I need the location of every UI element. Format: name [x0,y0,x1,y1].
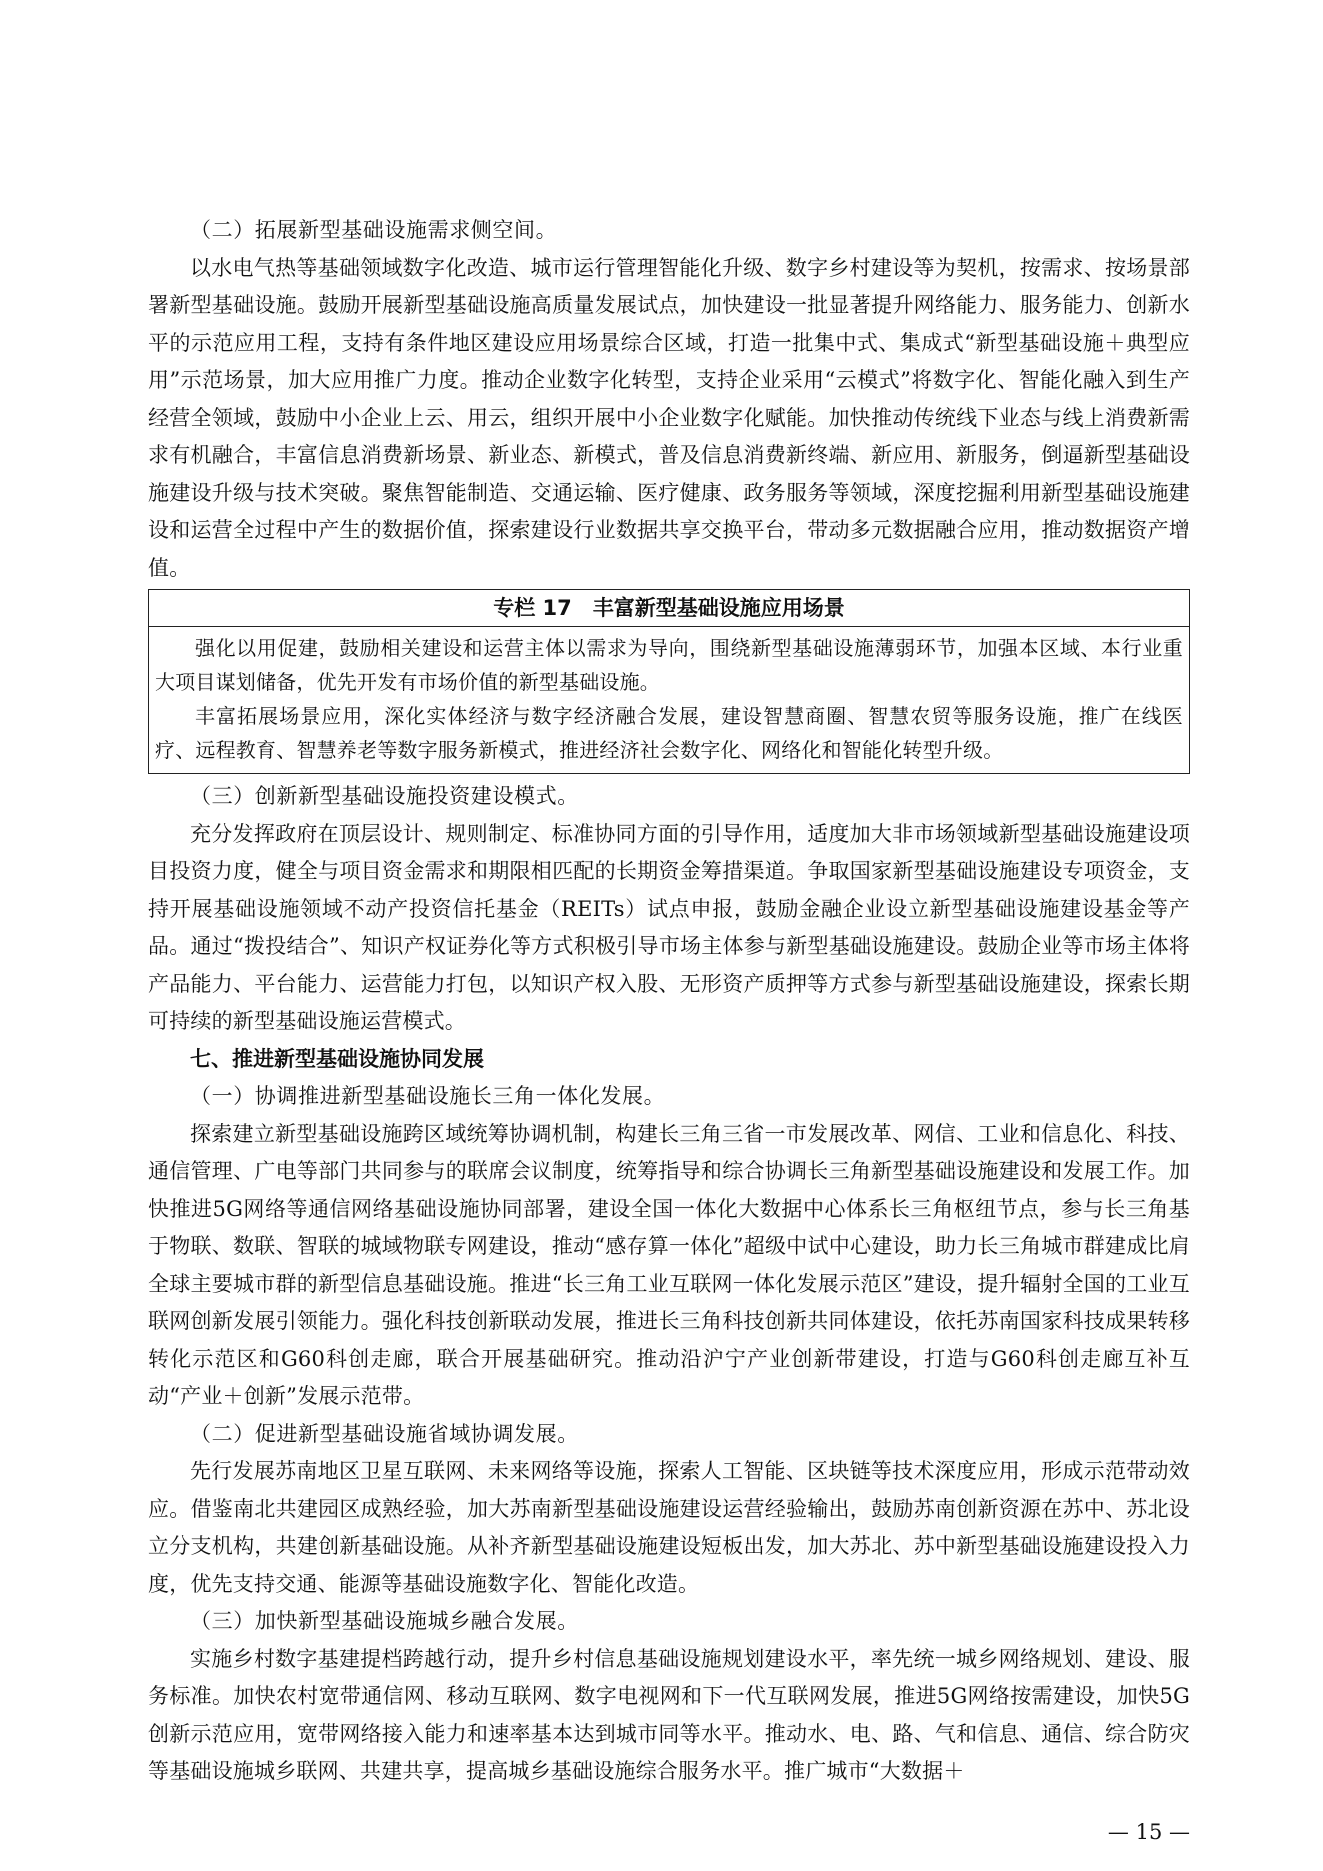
subheading: （一）协调推进新型基础设施长三角一体化发展。 [190,1084,666,1108]
paragraph: 充分发挥政府在顶层设计、规则制定、标准协同方面的引导作用，适度加大非市场领域新型基础设施建设项目投资力度，健全与项目资金需求和期限相匹配的长期资金筹措渠道。争取国家新型基础设施建设专项资金，支持开展基础设施领域不动产投资信托基金（REITs）试点申报，鼓励金融企业设立新型基础设施建设基金等产品。通过“拨投结合”、知识产权证券化等方式积极引导市场主体参与新型基础设施建设。鼓励企业等市场主体将产品能力、平台能力、运营能力打包，以知识产权入股、无形资产质押等方式参与新型基础设施建设，探索长期可持续的新型基础设施运营模式。 [148,821,1190,1033]
section-title: 七、推进新型基础设施协同发展 [190,1046,484,1071]
subheading: （二）促进新型基础设施省域协调发展。 [190,1421,579,1446]
subheading: （三）加快新型基础设施城乡融合发展。 [190,1609,579,1633]
column-box [148,589,1190,774]
column-box-body [149,627,1189,773]
subheading: （二）拓展新型基础设施需求侧空间。 [190,218,558,242]
paragraph: 探索建立新型基础设施跨区域统筹协调机制，构建长三角三省一市发展改革、网信、工业和信息化、科技、通信管理、广电等部门共同参与的联席会议制度，统筹指导和综合协调长三角新型基础设施建设和发展工作。加快推进5G网络等通信网络基础设施协同部署，建设全国一体化大数据中心体系长三角枢纽节点，参与长三角基于物联、数联、智联的城域物联专网建设，推动“感存算一体化”超级中试中心建设，助力长三角城市群建成比肩全球主要城市群的新型信息基础设施。推进“长三角工业互联网一体化发展示范区”建设，提升辐射全国的工业互联网创新发展引领能力。强化科技创新联动发展，推进长三角科技创新共同体建设，依托苏南国家科技成果转移转化示范区和G60科创走廊，联合开展基础研究。推动沿沪宁产业创新带建设，打造与G60科创走廊互补互动“产业＋创新”发展示范带。 [148,1121,1190,1408]
page-content [148,212,1190,1791]
paragraph: 以水电气热等基础领域数字化改造、城市运行管理智能化升级、数字乡村建设等为契机，按需求、按场景部署新型基础设施。鼓励开展新型基础设施高质量发展试点，加快建设一批显著提升网络能力、服务能力、创新水平的示范应用工程，支持有条件地区建设应用场景综合区域，打造一批集中式、集成式“新型基础设施＋典型应用”示范场景，加大应用推广力度。推动企业数字化转型，支持企业采用“云模式”将数字化、智能化融入到生产经营全领域，鼓励中小企业上云、用云，组织开展中小企业数字化赋能。加快推动传统线下业态与线上消费新需求有机融合，丰富信息消费新场景、新业态、新模式，普及信息消费新终端、新应用、新服务，倒逼新型基础设施建设升级与技术突破。聚焦智能制造、交通运输、医疗健康、政务服务等领域，深度挖掘利用新型基础设施建设和运营全过程中产生的数据价值，探索建设行业数据共享交换平台，带动多元数据融合应用，推动数据资产增值。 [148,255,1190,580]
subheading: （三）创新新型基础设施投资建设模式。 [190,784,579,808]
column-box-title: 专栏 17 丰富新型基础设施应用场景 [149,590,1189,627]
page-number: — 15 — [1107,1820,1190,1844]
column-box-paragraph: 强化以用促建，鼓励相关建设和运营主体以需求为导向，围绕新型基础设施薄弱环节，加强本区域、本行业重大项目谋划储备，优先开发有市场价值的新型基础设施。 [155,636,1183,694]
paragraph: 实施乡村数字基建提档跨越行动，提升乡村信息基础设施规划建设水平，率先统一城乡网络规划、建设、服务标准。加快农村宽带通信网、移动互联网、数字电视网和下一代互联网发展，推进5G网络按需建设，加快5G创新示范应用，宽带网络接入能力和速率基本达到城市同等水平。推动水、电、路、气和信息、通信、综合防灾等基础设施城乡联网、共建共享，提高城乡基础设施综合服务水平。推广城市“大数据＋ [148,1646,1190,1783]
column-box-paragraph: 丰富拓展场景应用，深化实体经济与数字经济融合发展，建设智慧商圈、智慧农贸等服务设施，推广在线医疗、远程教育、智慧养老等数字服务新模式，推进经济社会数字化、网络化和智能化转型升级。 [155,704,1183,762]
paragraph: 先行发展苏南地区卫星互联网、未来网络等设施，探索人工智能、区块链等技术深度应用，形成示范带动效应。借鉴南北共建园区成熟经验，加大苏南新型基础设施建设运营经验输出，鼓励苏南创新资源在苏中、苏北设立分支机构，共建创新基础设施。从补齐新型基础设施建设短板出发，加大苏北、苏中新型基础设施建设投入力度，优先支持交通、能源等基础设施数字化、智能化改造。 [148,1459,1190,1596]
